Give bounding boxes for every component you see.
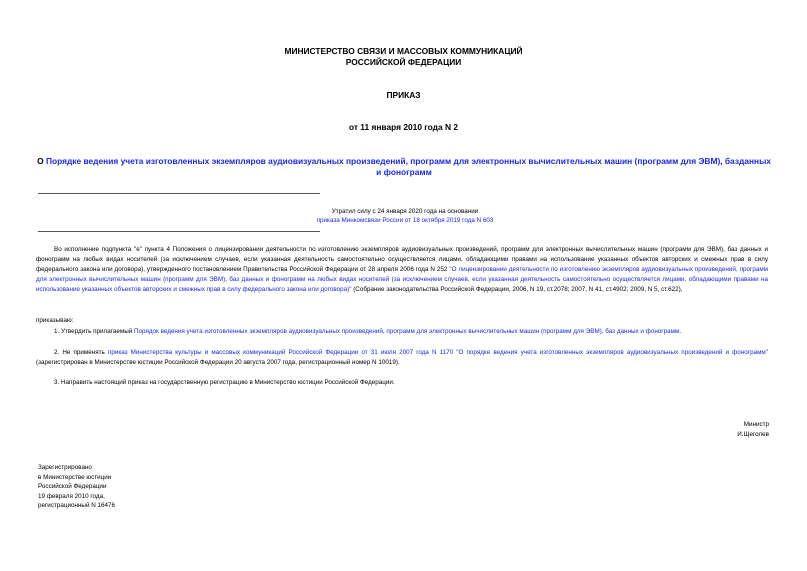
- item-2-end: (зарегистрирован в Министерстве юстиции Российской Федерации 20 августа 2007 года, регистрационный номер N 10019).: [36, 359, 400, 366]
- divider-top: [38, 193, 320, 194]
- document-type: ПРИКАЗ: [386, 90, 421, 100]
- item-3: 3. Направить настоящий приказ на государственную регистрацию в Министерство юстиции Российской Федерации.: [54, 379, 395, 386]
- title-prefix: О: [37, 156, 46, 166]
- preamble-text: Во исполнение подпункта "е" пункта 4 Положения о лицензировании деятельности по изготовлению экземпляров аудиовизуальных произведений, программ для электронных вычислительных машин (программ для ЭВМ), баз данных и фонограмм на любых видах носителей (за исключением случаев, если указанная деятельность самостоятельно осуществляется лицами, обладающими правами на использование указанных объектов авторских и смежных прав в силу федерального закона или договора), утвержденного постановлением Правительства Российской Федерации от 28 апреля 2006 года N 252: [36, 246, 768, 273]
- signature-block: [737, 420, 769, 439]
- item-1-text: 1. Утвердить прилагаемый: [54, 328, 135, 335]
- preamble-link[interactable]: "О лицензировании деятельности по изготовлению экземпляров аудиовизуальных произведений, программ для электронных вычислительных машин (программ для ЭВМ), баз данных и фонограмм на любых видах носителей (за исключением случаев, если указанная деятельность самостоятельно осуществляется лицами, обладающими правами на использование указанных объектов авторских и смежных прав в силу федерального закона или договора)": [36, 266, 769, 293]
- item-1: [36, 327, 768, 337]
- preamble-paragraph: [36, 245, 768, 295]
- item-1-end: .: [679, 328, 682, 335]
- registration-line-2: в Министерстве юстиции: [38, 473, 112, 481]
- ministry-name-line2: РОССИЙСКОЙ ФЕДЕРАЦИИ: [345, 57, 462, 67]
- item-1-link[interactable]: Порядок ведения учета изготовленных экземпляров аудиовизуальных произведений, программ для электронных вычислительных машин (программ для ЭВМ), баз данных и фонограмм: [134, 328, 680, 335]
- divider-bottom: [38, 231, 320, 232]
- registration-line-4: 19 февраля 2010 года,: [38, 492, 105, 500]
- title-link[interactable]: Порядке ведения учета изготовленных экземпляров аудиовизуальных произведений, программ для электронных вычислительных машин (программ для ЭВМ), базданных и фонограмм: [45, 156, 771, 177]
- registration-line-1: Зарегистрировано: [38, 464, 92, 471]
- preamble-citation: (Собрание законодательства Российской Федерации, 2006, N 19, ст.2078; 2007, N 41, ст.4902; 2009, N 5, ст.622),: [351, 286, 683, 293]
- registration-line-3: Российской Федерации: [38, 483, 107, 490]
- document-title: [36, 156, 772, 178]
- registration-block: [38, 463, 115, 511]
- item-2-link[interactable]: приказ Министерства культуры и массовых коммуникаций Российской Федерации от 31 июля 2007 года N 1170 "О порядке ведения учета изготовленных экземпляров аудиовизуальных произведений и фонограмм": [107, 349, 768, 356]
- signature-name: И.Щеголев: [737, 430, 769, 438]
- item-2: [36, 348, 768, 368]
- item-2-text: 2. Не применять: [54, 349, 108, 356]
- registration-line-5: регистрационный N 16476: [38, 502, 116, 509]
- status-note-link[interactable]: приказа Минкомсвязи России от 18 октября 2019 года N 603: [316, 217, 494, 224]
- signature-position: Министр: [743, 421, 769, 428]
- order-word: приказываю:: [36, 317, 74, 324]
- status-note: [230, 207, 580, 225]
- ministry-name-line1: МИНИСТЕРСТВО СВЯЗИ И МАССОВЫХ КОММУНИКАЦИЙ: [284, 46, 523, 56]
- document-date: от 11 января 2010 года N 2: [348, 122, 459, 132]
- status-note-text: Утратил силу с 24 января 2020 года на основании: [331, 208, 479, 215]
